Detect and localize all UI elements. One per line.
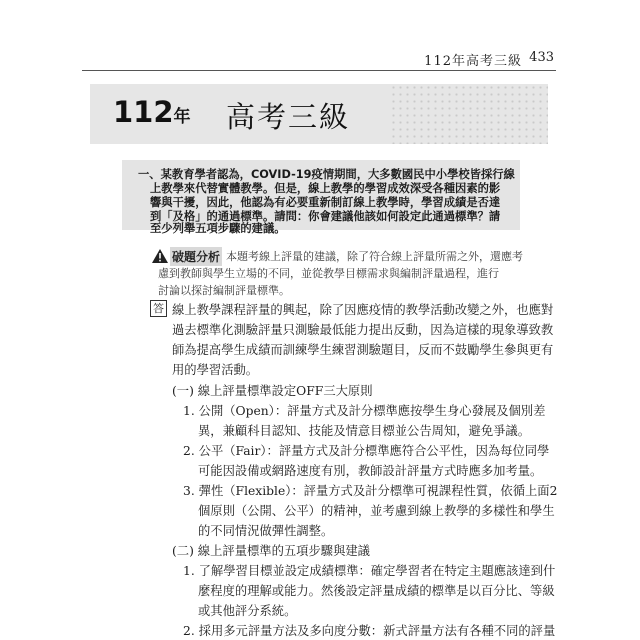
title-exam-name: 高考三級 [226, 100, 351, 134]
section1-item-line: 可能因設備或網路速度有別，教師設計評量方式時應多加考量。 [198, 464, 543, 478]
page-number: 433 [529, 50, 554, 65]
question-line: 到「及格」的通過標準。請問：你會建議他該如何設定此通過標準？請 [150, 210, 501, 223]
answer-intro-line: 用的學習活動。 [172, 363, 259, 377]
answer-intro-line: 過去標準化測驗評量只測驗最低能力提出反動，因為這樣的現象導致教 [172, 323, 554, 337]
section1-item-line: 的不同情況做彈性調整。 [198, 524, 334, 538]
answer-intro-line: 線上教學課程評量的興起，除了因應疫情的教學活動改變之外，也應對 [172, 303, 554, 317]
section2-item-line: 或其他評分系統。 [198, 604, 297, 618]
section1-item-line: 2. 公平（Fair）：評量方式及計分標準應符合公平性，因為每位同學 [183, 444, 550, 458]
section1-item-line: 1. 公開（Open）：評量方式及計分標準應按學生身心發展及個別差 [183, 404, 546, 418]
section1-heading: (一) 線上評量標準設定OFF三大原則 [172, 384, 373, 398]
question-line: 一、某教育學者認為，COVID-19疫情期間，大多數國民中小學校皆採行線 [138, 168, 515, 181]
page-header [0, 50, 640, 70]
question-line: 至少列舉五項步驟的建議。 [150, 222, 286, 235]
answer-mark: 答 [150, 300, 167, 317]
warning-icon [152, 249, 168, 263]
analysis-line: 本題考線上評量的建議，除了符合線上評量所需之外，還應考 [226, 250, 523, 263]
question-box [122, 160, 520, 235]
answer-intro-line: 師為提高學生成績而訓練學生練習測驗題目，反而不鼓勵學生參與更有 [172, 343, 554, 357]
question-line: 上教學來代替實體教學。但是，線上教學的學習成效深受各種因素的影 [150, 182, 501, 195]
section2-item-line: 麼程度的理解或能力。然後設定評量成績的標準是以百分比、等級 [198, 584, 555, 598]
running-title: 112年高考三級 [424, 54, 522, 69]
title-year [113, 95, 191, 129]
header-divider [82, 70, 556, 71]
analysis-label: 破題分析 [170, 247, 222, 266]
title-year-suffix: 年 [173, 107, 191, 127]
section1-item-line: 3. 彈性（Flexible）：評量方式及計分標準可視課程性質，依循上面2 [183, 484, 558, 498]
analysis-line: 慮到教師與學生立場的不同，並從教學目標需求與編制評量過程，進行 [158, 267, 499, 280]
section2-item-line: 2. 採用多元評量方法及多向度分數：新式評量方法有各種不同的評量 [183, 624, 556, 638]
title-year-number: 112 [113, 95, 174, 129]
section1-item-line: 個原則（公開、公平）的精神，並考慮到線上教學的多樣性和學生 [198, 504, 555, 518]
question-line: 響與干擾，因此，他認為有必要重新制訂線上教學時，學習成績是否達 [150, 196, 501, 209]
section2-heading: (二) 線上評量標準的五項步驟與建議 [172, 544, 370, 558]
section1-item-line: 異，兼顧科目認知、技能及情意目標並公告周知，避免爭議。 [198, 424, 531, 438]
analysis-line: 討論以探討編制評量標準。 [158, 284, 290, 297]
section2-item-line: 1. 了解學習目標並設定成績標準：確定學習者在特定主題應該達到什 [183, 564, 556, 578]
